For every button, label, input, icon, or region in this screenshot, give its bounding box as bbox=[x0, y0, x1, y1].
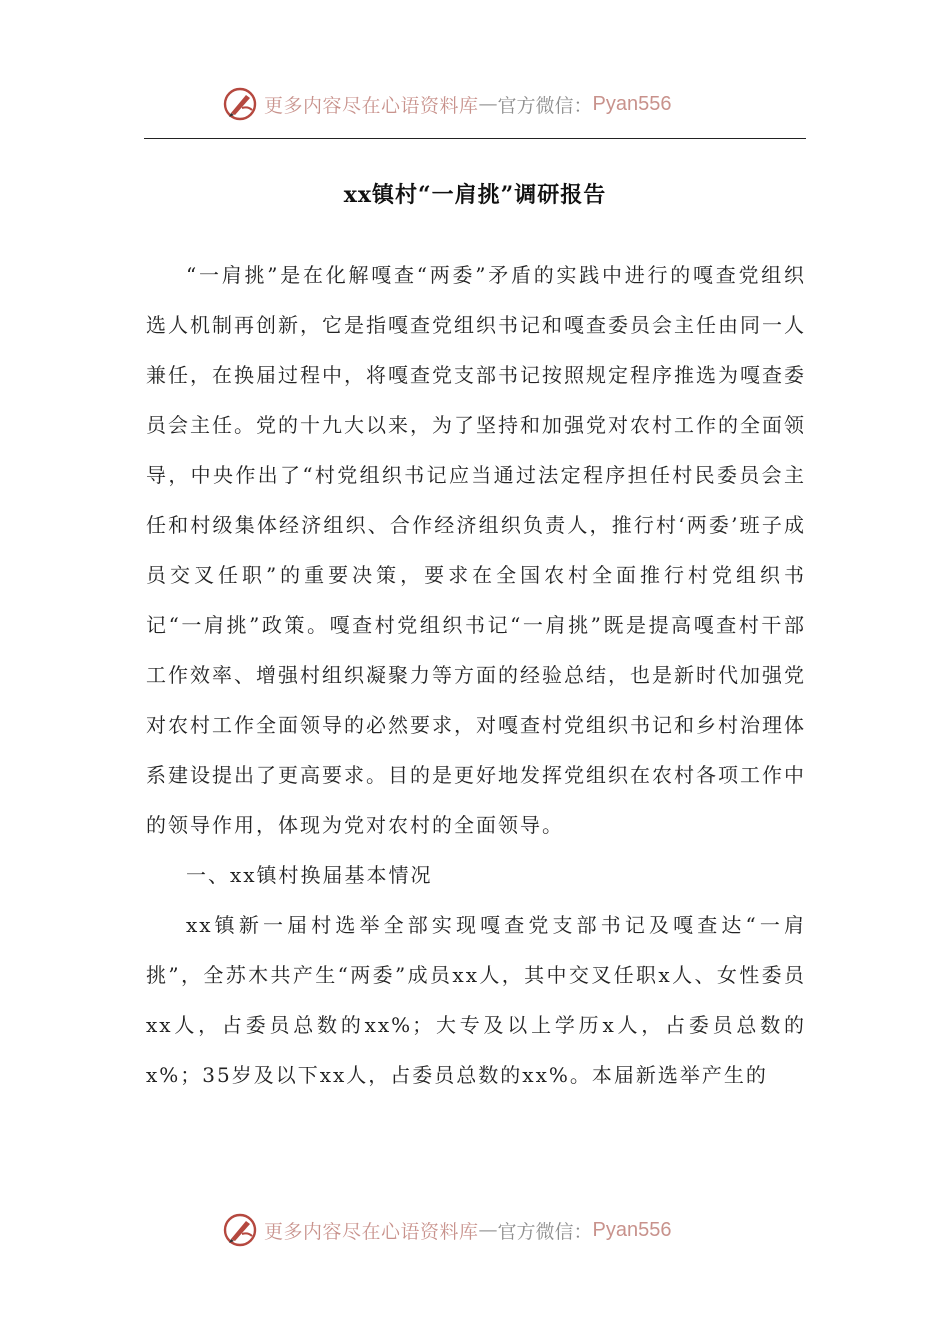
footer-banner bbox=[222, 1210, 732, 1250]
paragraph-section-one: xx镇新一届村选举全部实现嘎查党支部书记及嘎查达“一肩挑”，全苏木共产生“两委”成员xx人，其中交叉任职x人、女性委员xx人，占委员总数的xx%；大专及以上学历x人，占委员总数的x%；35岁及以下xx人，占委员总数的xx%。本届新选举产生的 bbox=[146, 913, 806, 1087]
header-banner bbox=[222, 84, 732, 124]
document-title: xx镇村“一肩挑”调研报告 bbox=[343, 182, 607, 208]
footer-contact-id: Pyan556 bbox=[592, 1218, 672, 1241]
banner-contact-id: Pyan556 bbox=[592, 92, 672, 115]
section-heading: 一、xx镇村换届基本情况 bbox=[186, 863, 433, 887]
header-divider bbox=[144, 138, 806, 139]
document-body bbox=[146, 250, 806, 1100]
paragraph-intro: “一肩挑”是在化解嘎查“两委”矛盾的实践中进行的嘎查党组织选人机制再创新，它是指嘎查党组织书记和嘎查委员会主任由同一人兼任，在换届过程中，将嘎查党支部书记按照规定程序推选为嘎查委员会主任。党的十九大以来，为了坚持和加强党对农村工作的全面领导，中央作出了“村党组织书记应当通过法定程序担任村民委员会主任和村级集体经济组织、合作经济组织负责人，推行村‘两委’班子成员交叉任职”的重要决策，要求在全国农村全面推行村党组织书记“一肩挑”政策。嘎查村党组织书记“一肩挑”既是提高嘎查村干部工作效率、增强村组织凝聚力等方面的经验总结，也是新时代加强党对农村工作全面领导的必然要求，对嘎查村党组织书记和乡村治理体系建设提出了更高要求。目的是更好地发挥党组织在农村各项工作中的领导作用，体现为党对农村的全面领导。 bbox=[146, 263, 806, 837]
footer-banner-separator: — bbox=[478, 1219, 498, 1241]
pen-circle-logo-icon bbox=[222, 1212, 258, 1248]
banner-contact-label: 官方微信： bbox=[497, 94, 593, 117]
pen-circle-logo-icon bbox=[222, 86, 258, 122]
footer-contact-label: 官方微信： bbox=[497, 1220, 593, 1243]
banner-text: 更多内容尽在心语资料库 bbox=[264, 94, 479, 117]
footer-banner-text: 更多内容尽在心语资料库 bbox=[264, 1220, 479, 1243]
banner-separator: — bbox=[478, 93, 498, 115]
